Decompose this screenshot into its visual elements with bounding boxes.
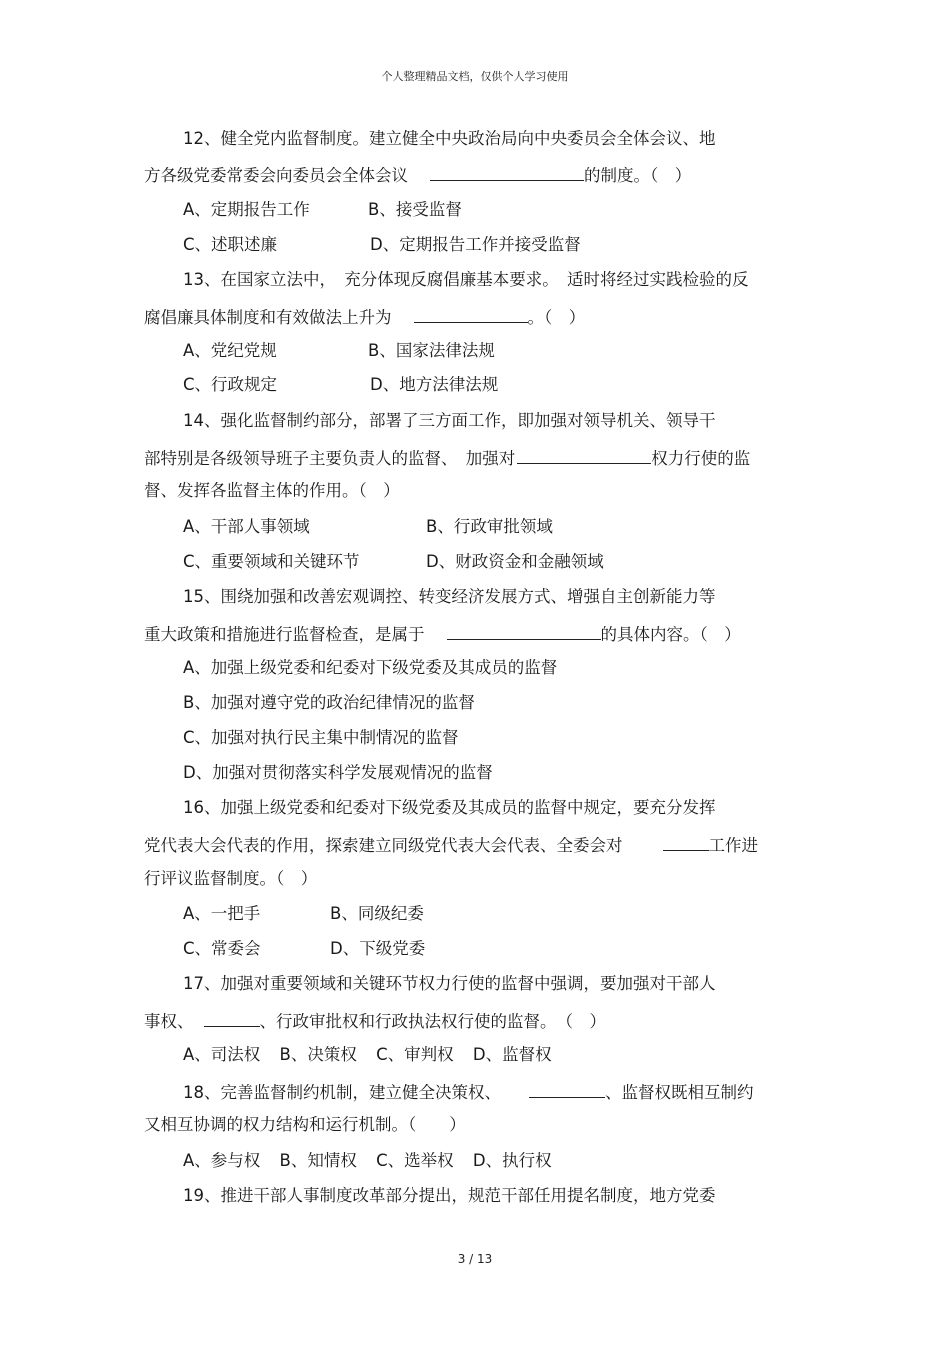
question-13-line1: 13、在国家立法中， 充分体现反腐倡廉基本要求。 适时将经过实践检验的反 <box>183 270 749 289</box>
option-d: D、加强对贯彻落实科学发展观情况的监督 <box>183 763 493 782</box>
page-number: 3 / 13 <box>457 1252 493 1266</box>
option-a: A、加强上级党委和纪委对下级党委及其成员的监督 <box>183 658 558 677</box>
question-13-text-a: 腐倡廉具体制度和有效做法上升为 <box>144 308 392 327</box>
option-d: D、地方法律法规 <box>370 375 499 394</box>
question-14-text-b: 权力行使的监 <box>651 449 751 468</box>
question-14-line2 <box>144 445 750 470</box>
question-18-text-b: 、监督权既相互制约 <box>605 1083 754 1102</box>
option-b: B、决策权 <box>279 1045 357 1064</box>
option-b: B、知情权 <box>279 1151 357 1170</box>
question-18-text-a: 18、完善监督制约机制，建立健全决策权、 <box>183 1083 501 1102</box>
question-17-line2 <box>144 1008 606 1033</box>
question-12-line2 <box>144 162 691 187</box>
question-12-line1: 12、健全党内监督制度。建立健全中央政治局向中央委员会全体会议、地 <box>183 129 716 148</box>
option-a: A、司法权 <box>183 1045 261 1064</box>
option-a: A、党纪党规 <box>183 341 277 360</box>
option-b: B、国家法律法规 <box>368 341 495 360</box>
answer-blank <box>204 1008 260 1027</box>
option-d: D、执行权 <box>472 1151 552 1170</box>
option-c: C、审判权 <box>376 1045 454 1064</box>
answer-blank <box>663 832 709 851</box>
question-15-text-b: 的具体内容。（ ） <box>600 625 741 644</box>
question-13-text-b: 。（ ） <box>527 308 586 327</box>
answer-blank <box>414 304 528 323</box>
answer-blank <box>517 445 651 464</box>
question-18-line2: 又相互协调的权力结构和运行机制。（ ） <box>144 1115 466 1134</box>
options-row <box>183 1150 552 1172</box>
answer-blank <box>529 1079 605 1098</box>
option-b: B、加强对遵守党的政治纪律情况的监督 <box>183 693 475 712</box>
option-d: D、下级党委 <box>330 939 426 958</box>
question-12-text-b: 的制度。（ ） <box>584 166 692 185</box>
question-19-line1: 19、推进干部人事制度改革部分提出，规范干部任用提名制度，地方党委 <box>183 1186 716 1205</box>
question-12-text-a: 方各级党委常委会向委员会全体会议 <box>144 166 408 185</box>
option-d: D、监督权 <box>472 1045 552 1064</box>
page-header: 个人整理精品文档，仅供个人学习使用 <box>381 70 569 83</box>
option-a: A、一把手 <box>183 904 261 923</box>
option-c: C、述职述廉 <box>183 235 278 254</box>
option-a: A、参与权 <box>183 1151 261 1170</box>
question-16-line2 <box>144 832 758 857</box>
answer-blank <box>430 162 584 181</box>
option-b: B、接受监督 <box>368 200 462 219</box>
options-row <box>183 1044 552 1066</box>
option-d: D、定期报告工作并接受监督 <box>370 235 581 254</box>
question-15-text-a: 重大政策和措施进行监督检查，是属于 <box>144 625 425 644</box>
question-17-line1: 17、加强对重要领域和关键环节权力行使的监督中强调，要加强对干部人 <box>183 974 716 993</box>
question-16-text-a: 党代表大会代表的作用，探索建立同级党代表大会代表、全委会对 <box>144 836 623 855</box>
option-c: C、行政规定 <box>183 375 278 394</box>
question-16-text-b: 工作进 <box>708 836 758 855</box>
question-16-line3: 行评议监督制度。（ ） <box>144 869 318 888</box>
option-b: B、同级纪委 <box>330 904 424 923</box>
option-c: C、选举权 <box>376 1151 454 1170</box>
option-a: A、干部人事领域 <box>183 517 310 536</box>
question-17-text-a: 事权、 <box>144 1012 194 1031</box>
option-b: B、行政审批领域 <box>426 517 553 536</box>
option-a: A、定期报告工作 <box>183 200 310 219</box>
option-d: D、财政资金和金融领域 <box>426 552 604 571</box>
question-14-line3: 督、发挥各监督主体的作用。（ ） <box>144 481 400 500</box>
question-14-text-a: 部特别是各级领导班子主要负责人的监督、 加强对 <box>144 449 516 468</box>
question-15-line2 <box>144 621 741 646</box>
option-c: C、常委会 <box>183 939 261 958</box>
answer-blank <box>447 621 601 640</box>
question-17-text-b: 、行政审批权和行政执法权行使的监督。 （ ） <box>259 1012 606 1031</box>
question-16-line1: 16、加强上级党委和纪委对下级党委及其成员的监督中规定，要充分发挥 <box>183 798 716 817</box>
option-c: C、重要领域和关键环节 <box>183 552 360 571</box>
question-18-line1 <box>183 1079 754 1104</box>
question-15-line1: 15、围绕加强和改善宏观调控、转变经济发展方式、增强自主创新能力等 <box>183 587 716 606</box>
question-13-line2 <box>144 304 585 329</box>
question-14-line1: 14、强化监督制约部分，部署了三方面工作，即加强对领导机关、领导干 <box>183 411 716 430</box>
option-c: C、加强对执行民主集中制情况的监督 <box>183 728 459 747</box>
